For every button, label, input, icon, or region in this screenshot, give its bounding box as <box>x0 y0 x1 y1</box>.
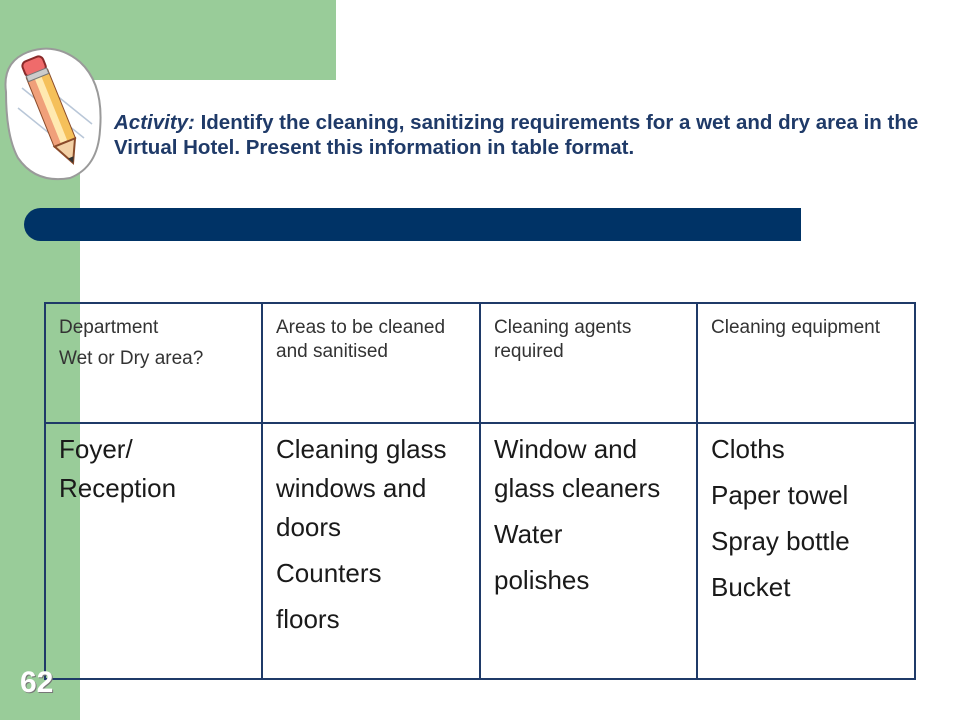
cell-equipment <box>697 423 915 679</box>
title-lead: Activity: <box>114 111 195 134</box>
cell-line: Water <box>494 519 563 549</box>
cell-line: Cloths <box>711 434 785 464</box>
cell-areas <box>262 423 480 679</box>
title-underline-bar <box>24 208 801 241</box>
cell-line: Foyer/ Reception <box>59 434 177 503</box>
cell-agents <box>480 423 697 679</box>
cell-line: Counters <box>276 558 382 588</box>
title-rest: Identify the cleaning, sanitizing requirements for a wet and dry area in the Virtual Hotel. Present this information in table format. <box>114 111 919 159</box>
slide-title <box>114 110 944 160</box>
header-line: Department <box>59 317 159 338</box>
cell-line: Window and glass cleaners <box>494 434 661 503</box>
header-equipment <box>697 303 915 423</box>
table-row <box>45 423 915 679</box>
header-line: Cleaning equipment <box>711 317 881 338</box>
cleaning-requirements-table <box>44 302 916 680</box>
slide-number: 62 <box>20 666 54 699</box>
cell-line: Bucket <box>711 572 791 602</box>
header-agents <box>480 303 697 423</box>
cell-line: Paper towel <box>711 480 849 510</box>
header-line: Areas to be cleaned and sanitised <box>276 317 446 362</box>
cell-line: Spray bottle <box>711 526 850 556</box>
header-line: Wet or Dry area? <box>59 348 204 369</box>
header-areas <box>262 303 480 423</box>
header-line: Cleaning agents required <box>494 317 632 362</box>
cell-department <box>45 423 262 679</box>
table-header-row <box>45 303 915 423</box>
header-department <box>45 303 262 423</box>
pencil-notepad-icon <box>0 32 112 182</box>
cell-line: polishes <box>494 565 590 595</box>
cell-line: Cleaning glass windows and doors <box>276 434 447 542</box>
cell-line: floors <box>276 604 340 634</box>
